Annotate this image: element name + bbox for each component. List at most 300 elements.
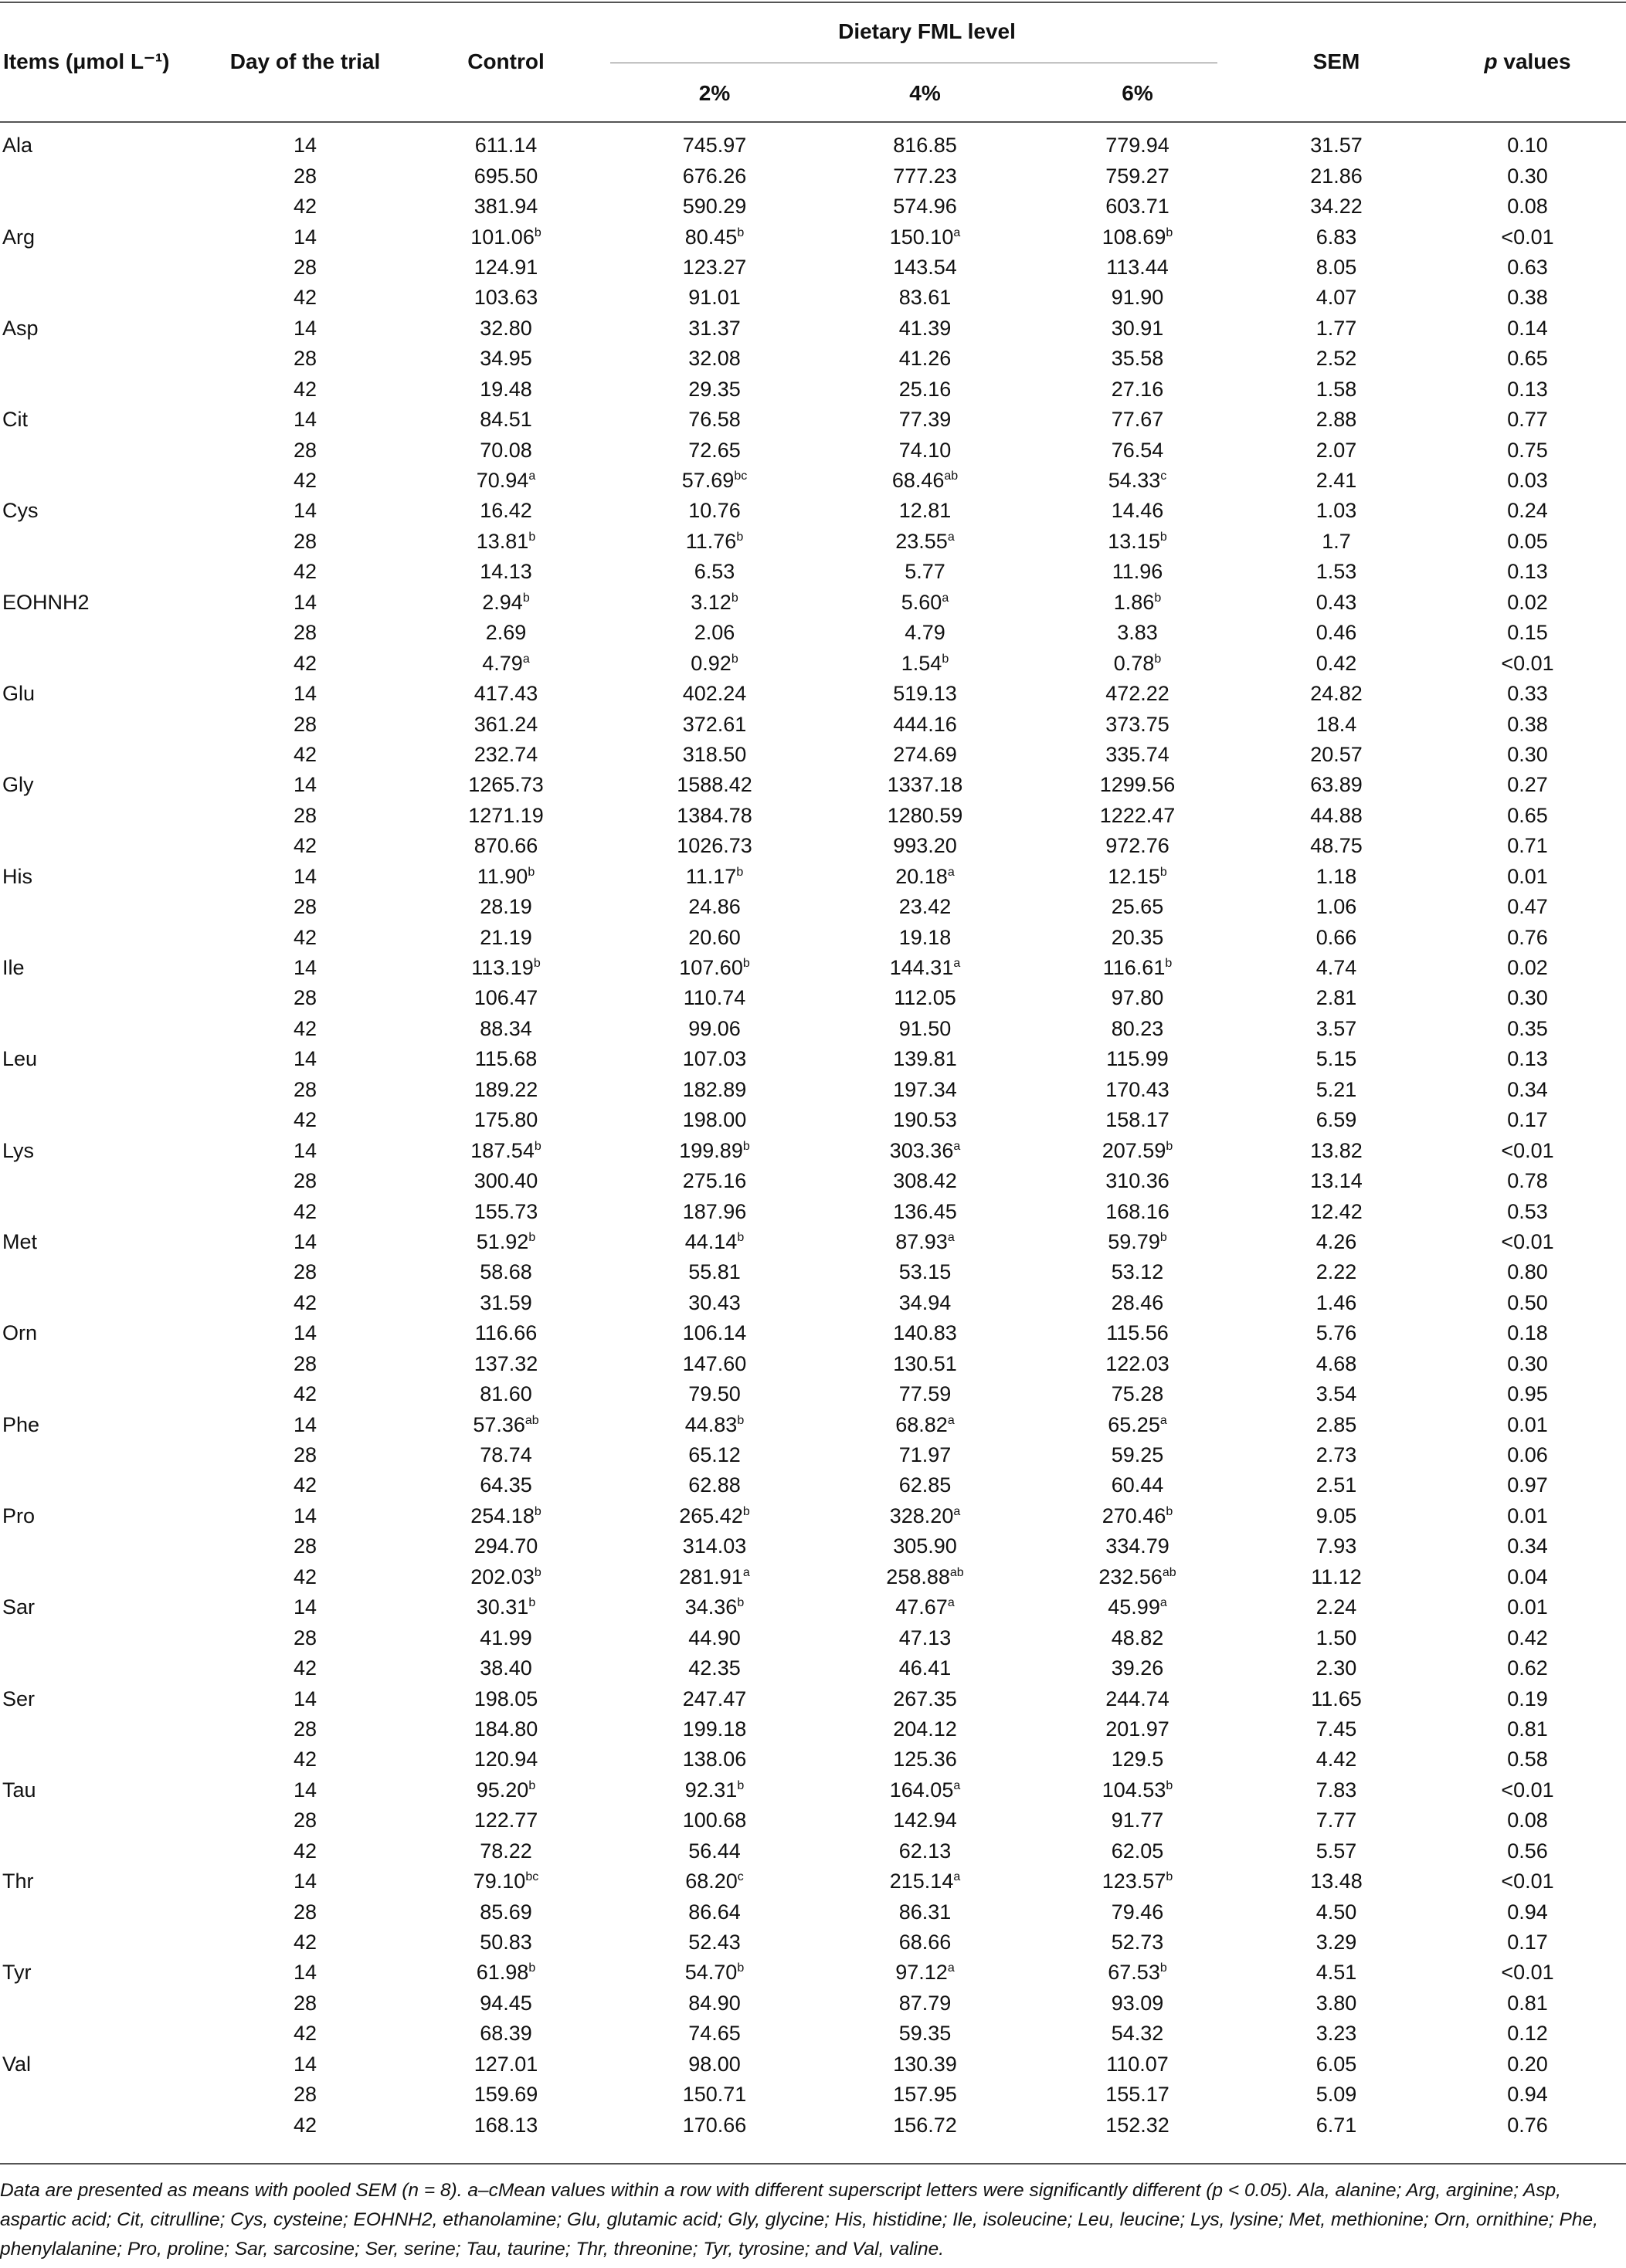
cell-control: 189.22 [474,1077,538,1101]
cell-day: 42 [293,742,317,766]
cell-sem: 2.22 [1315,1260,1357,1284]
cell-sem: 7.83 [1315,1778,1357,1802]
significance-letter: b [1166,225,1173,239]
cell-item [0,1622,209,1653]
cell-day: 28 [293,1260,317,1284]
cell-item: Ile [2,956,25,980]
table-row [0,1897,1626,1927]
cell-day: 14 [293,316,317,340]
cell-sem: 1.77 [1315,316,1357,340]
cell-sem: 1.06 [1315,895,1357,919]
cell-l4: 86.31 [898,1900,952,1924]
significance-letter: a [953,1139,961,1153]
cell-p: 0.08 [1507,1809,1548,1832]
cell-l4: 53.15 [898,1260,952,1284]
table-row [0,1470,1626,1500]
cell-l6: 201.97 [1105,1717,1169,1741]
cell-control: 78.22 [480,1839,532,1863]
table-row [0,1744,1626,1775]
table-row [0,588,1626,618]
cell-l6: 270.46$^b$ [1102,1504,1173,1527]
table-row [0,1227,1626,1257]
cell-l2: 91.01 [688,286,741,310]
cell-l6: 35.58 [1111,347,1164,371]
cell-l6: 113.44 [1106,255,1169,279]
cell-control: 1271.19 [468,803,544,827]
cell-l4: 41.26 [898,347,952,371]
cell-sem: 2.88 [1315,408,1357,432]
cell-control: 38.40 [480,1656,532,1680]
cell-p: 0.81 [1507,1991,1548,2015]
significance-letter: b [736,530,744,544]
cell-control: 68.39 [480,2022,532,2046]
cell-l2: 100.68 [682,1809,747,1832]
cell-item [0,375,209,405]
cell-sem: 2.41 [1315,469,1357,493]
cell-p: 0.12 [1507,2022,1548,2046]
cell-item: Ala [2,134,33,158]
cell-p: 0.19 [1507,1687,1548,1710]
cell-p: 0.30 [1507,742,1548,766]
cell-control: 2.69 [485,621,527,645]
significance-letter: b [533,957,541,971]
cell-p: 0.13 [1507,1047,1548,1071]
cell-control: 34.95 [480,347,532,371]
cell-sem: 6.59 [1315,1108,1357,1132]
cell-l4: 303.36$^a$ [889,1138,961,1162]
cell-l4: 190.53 [893,1108,957,1132]
cell-item [0,709,209,739]
cell-sem: 4.68 [1315,1351,1357,1375]
cell-item [0,892,209,922]
cell-day: 42 [293,651,317,675]
cell-control: 11.90$^b$ [477,864,535,888]
cell-l2: 123.27 [682,255,747,279]
cell-item [0,1166,209,1196]
cell-control: 14.13 [480,560,532,584]
table-row [0,1349,1626,1379]
significance-letter: a [522,652,530,666]
cell-day: 42 [293,2022,317,2046]
cell-l6: 59.79$^b$ [1108,1229,1167,1253]
significance-letter: b [737,1961,745,1975]
cell-l4: 267.35 [893,1687,957,1710]
significance-letter: b [1159,1230,1167,1244]
cell-l4: 140.83 [893,1321,957,1345]
table-row [0,770,1626,800]
cell-p: 0.30 [1507,986,1548,1010]
cell-p: 0.18 [1507,1321,1548,1345]
cell-p: 0.02 [1507,590,1548,614]
cell-day: 14 [293,1504,317,1527]
cell-l2: 76.58 [688,408,741,432]
cell-l2: 372.61 [682,712,747,736]
cell-control: 198.05 [474,1687,538,1710]
cell-item [0,740,209,770]
cell-day: 42 [293,834,317,858]
cell-p: 0.13 [1507,560,1548,584]
cell-item [0,161,209,191]
cell-day: 14 [293,1687,317,1710]
significance-letter: b [534,1139,541,1153]
table-row [0,740,1626,770]
significance-letter: a [953,957,961,971]
table-row [0,953,1626,983]
cell-l6: 80.23 [1111,1016,1164,1040]
cell-p: 0.30 [1507,164,1548,188]
cell-l2: 79.50 [688,1382,741,1406]
cell-l6: 11.96 [1112,560,1163,584]
cell-sem: 1.03 [1315,499,1357,523]
cell-l2: 55.81 [688,1260,741,1284]
cell-control: 21.19 [480,925,532,949]
cell-control: 70.08 [480,438,532,462]
significance-letter: b [1154,652,1162,666]
cell-l2: 86.64 [688,1900,741,1924]
cell-item [0,283,209,313]
cell-l6: 48.82 [1111,1626,1164,1649]
cell-item [0,557,209,587]
cell-l4: 164.05$^a$ [889,1778,961,1802]
cell-l2: 150.71 [682,2083,747,2107]
cell-l4: 5.77 [905,560,945,584]
cell-item: Met [2,1229,38,1253]
cell-day: 14 [293,1138,317,1162]
cell-l4: 59.35 [898,2022,952,2046]
cell-item: Tau [2,1778,36,1802]
cell-item [0,1531,209,1561]
table-row [0,892,1626,922]
cell-l6: 158.17 [1105,1108,1169,1132]
cell-item: Phe [2,1412,40,1436]
cell-l4: 74.10 [898,438,952,462]
cell-p: 0.78 [1507,1169,1548,1193]
cell-p: 0.47 [1507,895,1548,919]
significance-letter: b [737,1230,745,1244]
cell-control: 61.98$^b$ [476,1961,536,1985]
cell-l4: 136.45 [893,1199,957,1223]
cell-sem: 6.83 [1315,225,1357,249]
cell-sem: 48.75 [1310,834,1363,858]
cell-control: 58.68 [480,1260,532,1284]
cell-l2: 24.86 [688,895,741,919]
cell-l2: 147.60 [682,1351,747,1375]
significance-letter: b [528,1596,536,1610]
cell-p: 0.17 [1507,1108,1548,1132]
cell-day: 42 [293,1108,317,1132]
significance-letter: a [1159,1413,1167,1427]
significance-letter: a [953,1870,961,1884]
cell-l6: 152.32 [1105,2113,1169,2137]
cell-l4: 144.31$^a$ [889,956,961,980]
cell-control: 31.59 [480,1290,532,1314]
cell-p: 0.77 [1507,408,1548,432]
cell-sem: 5.76 [1315,1321,1357,1345]
significance-letter: a [947,1961,955,1975]
cell-l4: 444.16 [893,712,957,736]
cell-sem: 13.14 [1310,1169,1363,1193]
table-row [0,283,1626,313]
significance-letter: b [1166,1139,1173,1153]
cell-p: 0.75 [1507,438,1548,462]
significance-letter: ab [1162,1565,1176,1579]
cell-l6: 76.54 [1111,438,1164,462]
cell-l6: 104.53$^b$ [1102,1778,1173,1802]
cell-control: 64.35 [480,1473,532,1497]
cell-control: 116.66 [474,1321,538,1345]
cell-p: <0.01 [1501,225,1554,249]
cell-item [0,1714,209,1744]
cell-control: 254.18$^b$ [470,1504,541,1527]
cell-item [0,1744,209,1775]
table-row [0,435,1626,465]
cell-l4: 1280.59 [887,803,963,827]
cell-control: 124.91 [474,255,538,279]
cell-item [0,1653,209,1683]
cell-control: 695.50 [474,164,538,188]
cell-day: 14 [293,864,317,888]
cell-p: 0.06 [1507,1443,1548,1467]
cell-sem: 5.15 [1315,1047,1357,1071]
cell-sem: 1.53 [1315,560,1357,584]
cell-day: 42 [293,925,317,949]
cell-l6: 110.07 [1106,2052,1169,2076]
table-row [0,557,1626,587]
cell-p: <0.01 [1501,1229,1554,1253]
cell-p: 0.76 [1507,2113,1548,2137]
cell-l2: 72.65 [688,438,741,462]
cell-l2: 138.06 [682,1748,747,1771]
cell-l4: 19.18 [898,925,952,949]
significance-letter: b [737,1413,745,1427]
significance-letter: c [1160,470,1167,483]
cell-sem: 2.51 [1315,1473,1357,1497]
cell-item [0,1075,209,1105]
cell-control: 85.69 [480,1900,532,1924]
cell-p: 0.10 [1507,134,1548,158]
cell-item [0,2080,209,2110]
table-row [0,1622,1626,1653]
cell-day: 28 [293,803,317,827]
cell-sem: 1.50 [1315,1626,1357,1649]
cell-day: 28 [293,895,317,919]
cell-item [0,1014,209,1044]
cell-sem: 2.73 [1315,1443,1357,1467]
significance-letter: a [953,1504,961,1518]
cell-day: 42 [293,1656,317,1680]
cell-day: 28 [293,529,317,553]
cell-sem: 7.77 [1315,1809,1357,1832]
cell-item: Lys [2,1138,35,1162]
cell-day: 14 [293,1778,317,1802]
table-row [0,2110,1626,2140]
cell-sem: 4.26 [1315,1229,1357,1253]
cell-p: 0.65 [1507,803,1548,827]
header-level-2: 2% [698,80,731,105]
cell-sem: 2.85 [1315,1412,1357,1436]
cell-item [0,344,209,374]
significance-letter: b [1159,1961,1167,1975]
cell-sem: 2.52 [1315,347,1357,371]
table-row [0,1318,1626,1348]
significance-letter: b [742,1504,750,1518]
cell-l6: 170.43 [1105,1077,1169,1101]
cell-l4: 23.55$^a$ [895,529,955,553]
cell-control: 106.47 [474,986,538,1010]
cell-control: 611.14 [474,134,538,158]
cell-l4: 112.05 [894,986,956,1010]
cell-l4: 87.93$^a$ [895,1229,955,1253]
cell-l4: 215.14$^a$ [889,1870,961,1893]
cell-item [0,831,209,861]
cell-p: 0.24 [1507,499,1548,523]
cell-p: 0.58 [1507,1748,1548,1771]
cell-day: 28 [293,1626,317,1649]
table-row [0,1166,1626,1196]
cell-day: 28 [293,1443,317,1467]
significance-letter: b [731,652,738,666]
cell-sem: 6.71 [1315,2113,1357,2137]
cell-item [0,1105,209,1135]
cell-l4: 91.50 [898,1016,952,1040]
table-row [0,344,1626,374]
cell-l6: 472.22 [1105,682,1169,706]
cell-l4: 305.90 [893,1534,957,1558]
cell-sem: 2.24 [1315,1595,1357,1619]
cell-sem: 3.80 [1315,1991,1357,2015]
cell-p: 0.01 [1507,1504,1548,1527]
significance-letter: b [528,1961,536,1975]
cell-item [0,466,209,496]
cell-p: 0.53 [1507,1199,1548,1223]
cell-day: 14 [293,225,317,249]
cell-l6: 1299.56 [1099,773,1176,797]
cell-l4: 25.16 [898,377,952,401]
table-row [0,1105,1626,1135]
cell-l6: 603.71 [1105,195,1169,219]
cell-l2: 44.90 [688,1626,741,1649]
cell-l6: 232.56$^{ab}$ [1098,1565,1176,1588]
cell-item: Orn [2,1321,38,1345]
cell-sem: 20.57 [1310,742,1363,766]
cell-day: 28 [293,1169,317,1193]
cell-day: 14 [293,682,317,706]
significance-letter: a [947,865,955,879]
cell-l2: 187.96 [682,1199,747,1223]
cell-control: 120.94 [474,1748,538,1771]
cell-l4: 68.82$^a$ [895,1412,955,1436]
table-row [0,1866,1626,1897]
header-level-6: 6% [1122,80,1153,105]
cell-l2: 30.43 [688,1290,741,1314]
cell-day: 28 [293,438,317,462]
cell-control: 51.92$^b$ [476,1229,536,1253]
cell-control: 28.19 [480,895,532,919]
cell-sem: 4.07 [1315,286,1357,310]
cell-l6: 27.16 [1111,377,1164,401]
cell-l2: 56.44 [688,1839,741,1863]
cell-l4: 258.88$^{ab}$ [886,1565,964,1588]
cell-l2: 182.89 [682,1077,747,1101]
cell-l6: 0.78$^b$ [1113,651,1162,675]
cell-p: 0.02 [1507,956,1548,980]
significance-letter: b [1166,1870,1173,1884]
cell-l2: 1384.78 [677,803,752,827]
header-control: Control [467,49,545,73]
cell-day: 28 [293,347,317,371]
significance-letter: b [528,530,536,544]
cell-l6: 13.15$^b$ [1108,529,1167,553]
cell-day: 42 [293,377,317,401]
cell-control: 78.74 [480,1443,532,1467]
cell-p: <0.01 [1501,1961,1554,1985]
cell-l6: 115.56 [1106,1321,1169,1345]
cell-day: 42 [293,286,317,310]
cell-p: 0.76 [1507,925,1548,949]
cell-day: 14 [293,1047,317,1071]
cell-item [0,1257,209,1287]
cell-l2: 2.06 [694,621,735,645]
cell-day: 28 [293,1077,317,1101]
cell-day: 42 [293,469,317,493]
significance-letter: b [737,1596,745,1610]
cell-p: 0.05 [1507,529,1548,553]
cell-item [0,1440,209,1470]
cell-l4: 34.94 [898,1290,952,1314]
cell-l2: 65.12 [688,1443,741,1467]
cell-p: 0.33 [1507,682,1548,706]
cell-sem: 0.46 [1315,621,1357,645]
table-row [0,1805,1626,1836]
cell-sem: 6.05 [1315,2052,1357,2076]
cell-day: 28 [293,255,317,279]
cell-l2: 3.12$^b$ [691,590,738,614]
cell-l2: 265.42$^b$ [679,1504,750,1527]
cell-sem: 2.81 [1315,986,1357,1010]
table-row [0,801,1626,831]
significance-letter: b [942,652,949,666]
cell-item [0,2019,209,2049]
cell-l2: 68.20$^c$ [685,1870,744,1893]
cell-l4: 20.18$^a$ [895,864,955,888]
header-sem: SEM [1312,49,1360,73]
cell-item [0,648,209,678]
significance-letter: bc [734,470,748,483]
cell-l6: 972.76 [1105,834,1169,858]
cell-item [0,801,209,831]
cell-day: 14 [293,134,317,158]
cell-p: 0.81 [1507,1717,1548,1741]
cell-day: 28 [293,1534,317,1558]
cell-item [0,1562,209,1592]
cell-day: 28 [293,164,317,188]
significance-letter: c [737,1870,744,1884]
cell-sem: 5.21 [1315,1077,1357,1101]
cell-l2: 44.83$^b$ [684,1412,745,1436]
header-p-values: p values [1484,49,1571,73]
cell-item [0,253,209,283]
cell-sem: 12.42 [1310,1199,1363,1223]
cell-item [0,1196,209,1226]
significance-letter: b [1159,530,1167,544]
cell-control: 870.66 [474,834,538,858]
header-dietary-fml-level: Dietary FML level [838,19,1016,43]
cell-l2: 590.29 [682,195,747,219]
cell-sem: 3.57 [1315,1016,1357,1040]
header-p-italic: p [1484,49,1498,73]
cell-control: 103.63 [474,286,538,310]
cell-p: 0.50 [1507,1290,1548,1314]
